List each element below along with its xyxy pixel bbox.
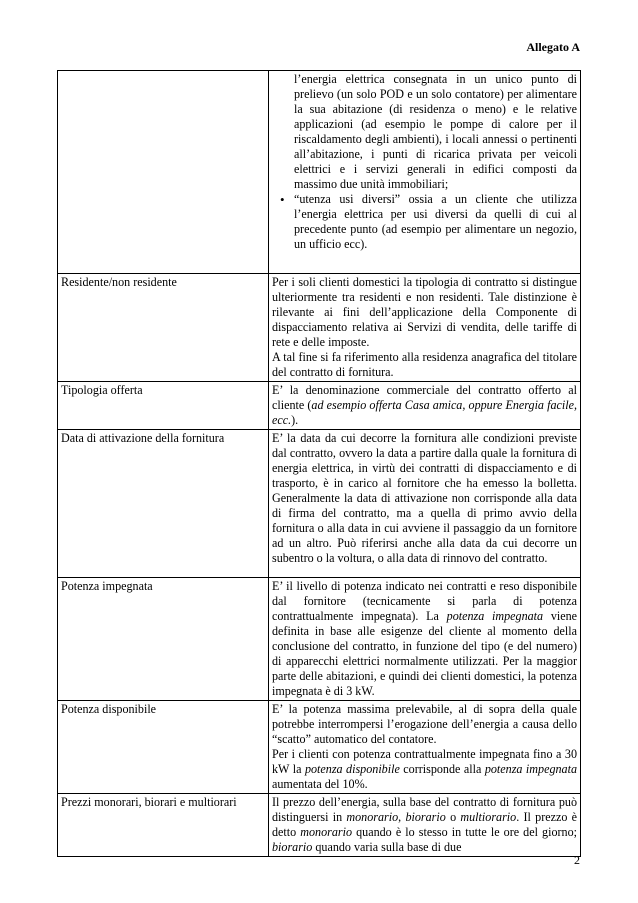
document-header: Allegato A [526,40,580,54]
definition-cell [269,382,581,430]
page-number: 2 [574,853,580,867]
definition-italic: potenza disponibile [304,762,400,776]
definition-italic: potenza impegnata [446,609,544,623]
table-row [58,274,581,382]
table-row [58,430,581,578]
definition-paragraph: A tal fine si fa riferimento alla residenza anagrafica del titolare del contratto di fornitura. [272,350,577,379]
term-cell: Data di attivazione della fornitura [58,430,269,578]
term-cell: Tipologia offerta [58,382,269,430]
definition-italic: ad esempio offerta Casa amica, oppure Energia facile, ecc. [272,398,578,427]
definition-text: . Il prezzo è detto [272,810,578,839]
definition-cell [269,71,581,274]
definition-italic: multiorario [460,810,517,824]
definition-text: Il prezzo dell’energia, sulla base del contratto di fornitura può distinguersi in [272,795,577,824]
list-item: • “utenza usi diversi” ossia a un cliente che utilizza l’energia elettrica per usi diversi da quelli di cui al precedente punto (ad esempio per alimentare un negozio, un ufficio ecc). [294,192,577,252]
term-cell: Potenza disponibile [58,701,269,794]
bullet-list [272,72,577,252]
table-row [58,701,581,794]
definition-text: o [445,810,461,824]
definition-text: viene definita in base alle esigenze del cliente al momento della conclusione del contratto, in funzione del tipo (e del numero) di apparecchi elettrici normalmente utilizzati. Per la maggior parte delle abitazioni, e quindi dei clienti domestici, la potenza impegnata è di 3 kW. [272,609,578,698]
term-cell: Potenza impegnata [58,578,269,701]
definition-text: quando è lo stesso in tutte le ore del giorno; [352,825,577,839]
table-row [58,382,581,430]
definition-italic: potenza impegnata [484,762,577,776]
definition-text: Per i clienti con potenza contrattualmente impegnata fino a 30 kW la [272,747,577,776]
table-row [58,794,581,857]
term-cell: Residente/non residente [58,274,269,382]
definition-italic: biorario [272,840,313,854]
definition-text: E’ la denominazione commerciale del contratto offerto al cliente ( [272,383,577,412]
definition-text: quando varia sulla base di due [312,840,462,854]
definition-paragraph [272,747,577,792]
definition-paragraph: Per i soli clienti domestici la tipologia di contratto si distingue ulteriormente tra residenti e non residenti. Tale distinzione è rilevante ai fini dell’applicazione della Componente di dispacciamento relativa ai Servizi di vendita, delle tariffe di rete e delle imposte. [272,275,577,349]
definition-cell [269,578,581,701]
definition-cell: E’ la data da cui decorre la fornitura alle condizioni previste dal contratto, ovvero la data a partire dalla quale la fornitura di energia elettrica, in virtù dei contratti di dispacciamento e di trasporto, è in carico al fornitore che ha emesso la bolletta. Generalmente la data di attivazione non corrisponde alla data di firma del contratto, ma a quella di primo avvio della fornitura o alla data in cui avviene il passaggio da un fornitore ad un altro. Può riferirsi anche alla data da cui decorre un subentro o la voltura, o alla data di rinnovo del contratto. [269,430,581,578]
definition-paragraph: E’ la potenza massima prelevabile, al di sopra della quale potrebbe interrompersi l’erogazione dell’energia a causa dello “scatto” automatico del contatore. [272,702,577,746]
definition-text: E’ il livello di potenza indicato nei contratti e reso disponibile dal fornitore (tecnicamente si parla di potenza contrattualmente impegnata). La [272,579,577,623]
definition-cell [269,274,581,382]
table-row [58,71,581,274]
definition-italic: monorario [300,825,353,839]
table-row [58,578,581,701]
list-item: l’energia elettrica consegnata in un unico punto di prelievo (un solo POD e un solo contatore) per alimentare la sua abitazione (di residenza o meno) e le relative applicazioni (ad esempio le pompe di calore per il riscaldamento degli ambienti), i locali annessi o pertinenti all’abitazione, i punti di ricarica privata per veicoli elettrici e i servizi generali in edifici composti da massimo due unità immobiliari; [294,72,577,191]
definition-cell [269,701,581,794]
definition-cell [269,794,581,857]
definition-text: , [398,810,406,824]
definition-italic: monorario [346,810,399,824]
definition-text: aumentata del 10%. [272,777,368,791]
term-cell: Prezzi monorari, biorari e multiorari [58,794,269,857]
definition-text: corrisponde alla [399,762,485,776]
glossary-table [57,70,581,857]
definition-italic: biorario [405,810,446,824]
term-cell [58,71,269,274]
definition-text: ). [291,413,299,427]
